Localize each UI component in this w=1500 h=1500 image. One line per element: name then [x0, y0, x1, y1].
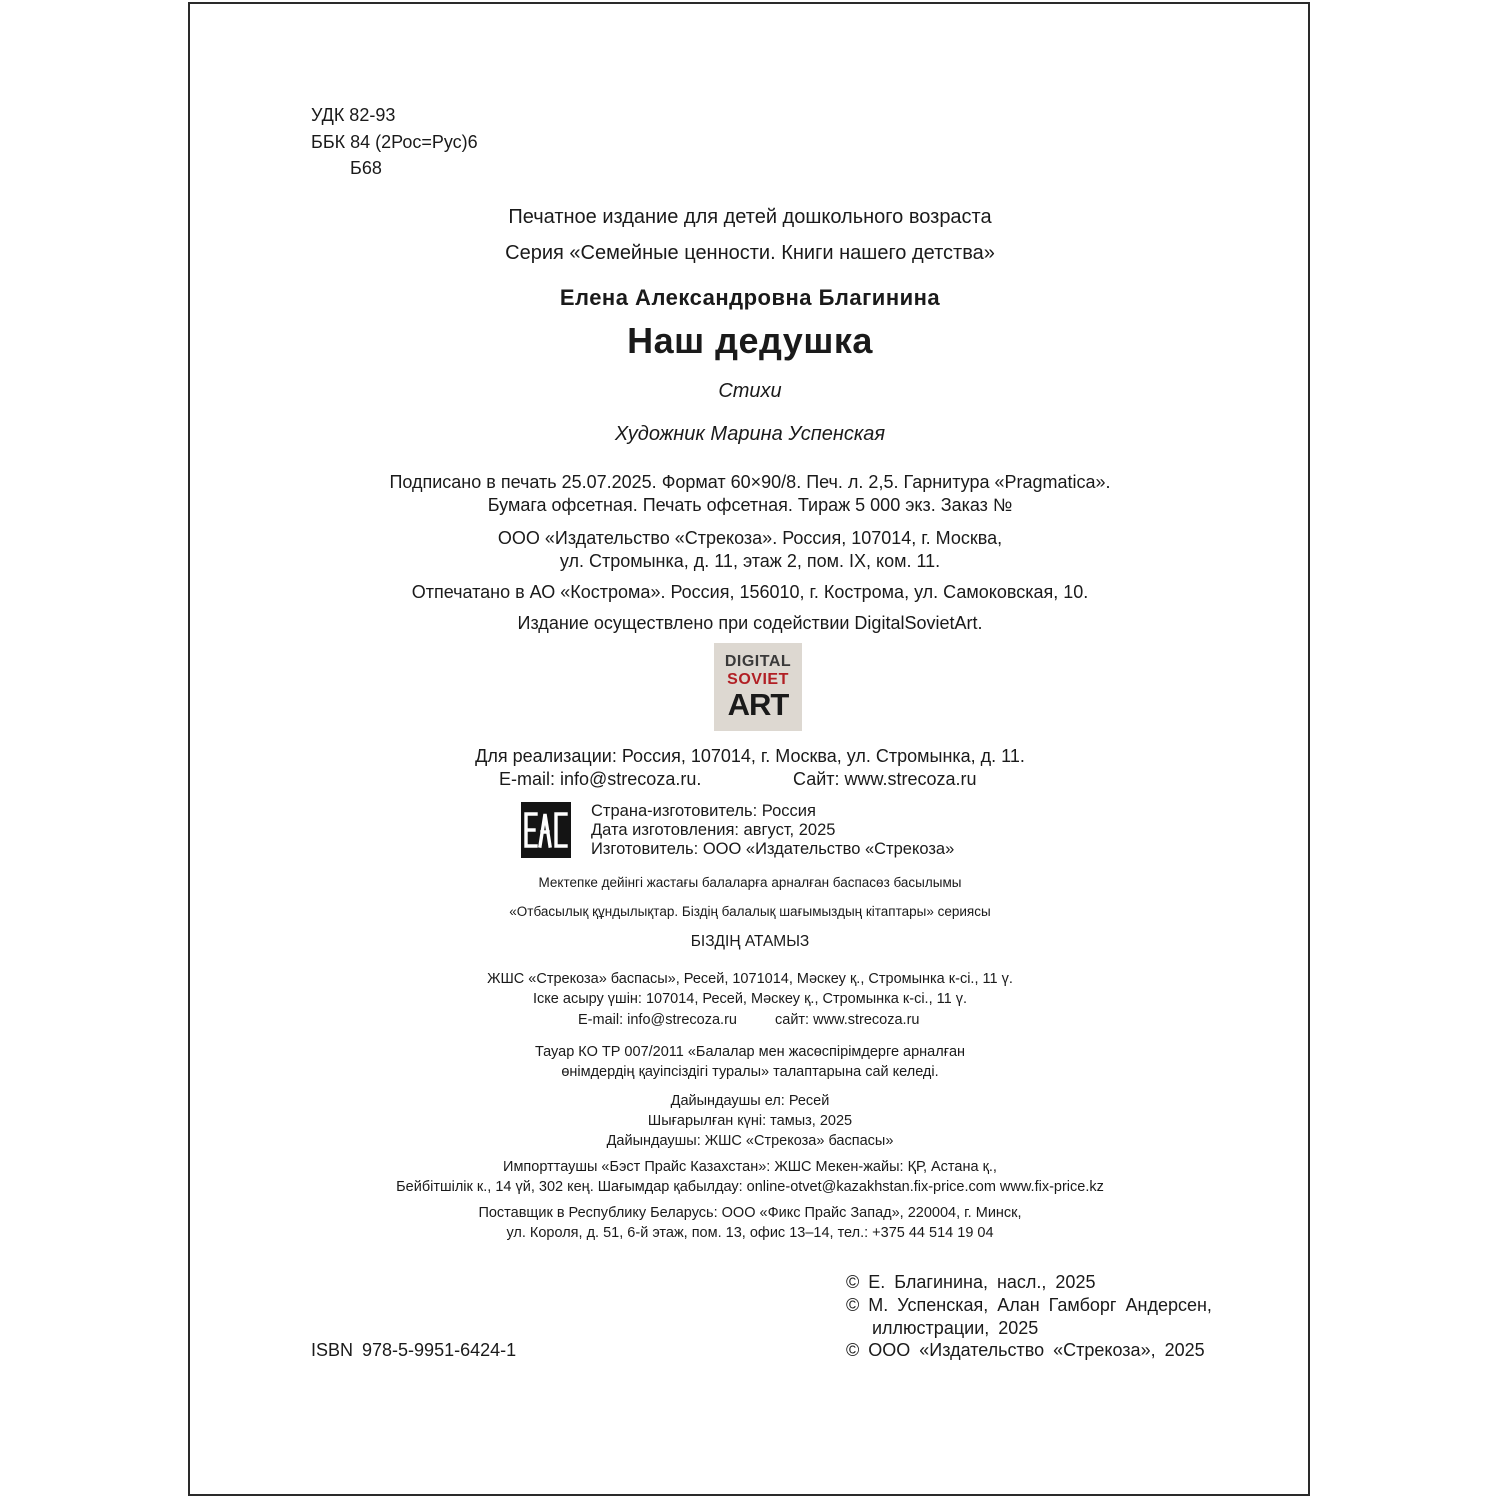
logo-line-2: SOVIET [727, 671, 789, 688]
kz-importer-1: Импорттаушы «Бэст Прайс Казахстан»: ЖШС Мекен-жайы: ҚР, Астана қ., [503, 1159, 997, 1175]
book-title: Наш дедушка [627, 320, 873, 361]
author-name: Елена Александровна Благинина [559, 285, 941, 310]
illustrator: Художник Марина Успенская [614, 423, 886, 445]
publisher-line-2: ул. Стромынка, д. 11, этаж 2, пом. IX, ком. 11. [559, 551, 941, 571]
series: Серия «Семейные ценности. Книги нашего детства» [505, 242, 995, 264]
kz-publisher: ЖШС «Стрекоза» баспасы», Ресей, 1071014, Мәскеу қ., Стромынка к-сі., 11 ү. [487, 971, 1013, 987]
sales-email: E-mail: info@strecoza.ru. [499, 769, 702, 789]
logo-line-3: ART [727, 687, 789, 722]
kz-standard-1: Тауар КО ТР 007/2011 «Балалар мен жасөспірімдерге арналған [534, 1044, 966, 1060]
logo-line-1: DIGITAL [724, 653, 792, 670]
kz-importer-2: Бейбітшілік к., 14 үй, 302 кең. Шағымдар қабылдау: online-otvet@kazakhstan.fix-price.com www.fix-price.kz [396, 1179, 1104, 1195]
eac-country: Страна-изготовитель: Россия [591, 802, 816, 820]
publisher-line-1: ООО «Издательство «Стрекоза». Россия, 107014, г. Москва, [497, 528, 1003, 548]
copyright-2: © М. Успенская, Алан Гамборг Андерсен, [846, 1295, 1212, 1315]
kz-email: E-mail: info@strecoza.ru [578, 1012, 737, 1028]
kz-standard-2: өнімдердің қауіпсіздігі туралы» талаптарына сай келеді. [561, 1064, 939, 1080]
edition-type: Печатное издание для детей дошкольного возраста [508, 206, 992, 228]
by-supplier-1: Поставщик в Республику Беларусь: ООО «Фикс Прайс Запад», 220004, г. Минск, [478, 1205, 1022, 1221]
sales-site: Сайт: www.strecoza.ru [793, 769, 977, 789]
kz-maker: Дайындаушы: ЖШС «Стрекоза» баспасы» [606, 1133, 894, 1149]
printer: Отпечатано в АО «Кострома». Россия, 156010, г. Кострома, ул. Самоковская, 10. [411, 582, 1089, 602]
kz-series: «Отбасылық құндылықтар. Біздің балалық шағымыздың кітаптары» сериясы [509, 904, 991, 919]
genre: Стихи [718, 380, 782, 402]
author-mark: Б68 [350, 158, 382, 178]
digital-soviet-art-logo [714, 643, 802, 731]
copyright-4: © ООО «Издательство «Стрекоза», 2025 [846, 1340, 1205, 1360]
imprint-line-1: Подписано в печать 25.07.2025. Формат 60×90/8. Печ. л. 2,5. Гарнитура «Pragmatica». [389, 472, 1111, 492]
bbk: ББК 84 (2Рос=Рус)6 [311, 132, 478, 152]
isbn: ISBN 978-5-9951-6424-1 [311, 1340, 517, 1360]
sales-address: Для реализации: Россия, 107014, г. Москва, ул. Стромынка, д. 11. [475, 746, 1025, 766]
by-supplier-2: ул. Короля, д. 51, 6-й этаж, пом. 13, офис 13–14, тел.: +375 44 514 19 04 [506, 1225, 994, 1241]
kz-site: сайт: www.strecoza.ru [775, 1012, 920, 1028]
copyright-3: иллюстрации, 2025 [872, 1318, 1039, 1338]
kz-edition-type: Мектепке дейінгі жастағы балаларға арналған баспасөз басылымы [538, 875, 962, 890]
kz-country: Дайындаушы ел: Ресей [670, 1093, 830, 1109]
eac-maker: Изготовитель: ООО «Издательство «Стрекоза» [591, 840, 955, 858]
eac-date: Дата изготовления: август, 2025 [591, 821, 836, 839]
kz-date: Шығарылған күні: тамыз, 2025 [647, 1113, 853, 1129]
support-note: Издание осуществлено при содействии DigitalSovietArt. [517, 613, 983, 633]
kz-sales: Іске асыру үшін: 107014, Ресей, Мәскеу қ., Стромынка к-сі., 11 ү. [533, 991, 967, 1007]
copyright-1: © Е. Благинина, насл., 2025 [846, 1272, 1096, 1292]
udk: УДК 82-93 [311, 105, 396, 125]
kz-title: БІЗДІҢ АТАМЫЗ [690, 933, 810, 950]
eac-mark-icon [521, 802, 571, 858]
imprint-line-2: Бумага офсетная. Печать офсетная. Тираж 5 000 экз. Заказ № [487, 495, 1013, 515]
